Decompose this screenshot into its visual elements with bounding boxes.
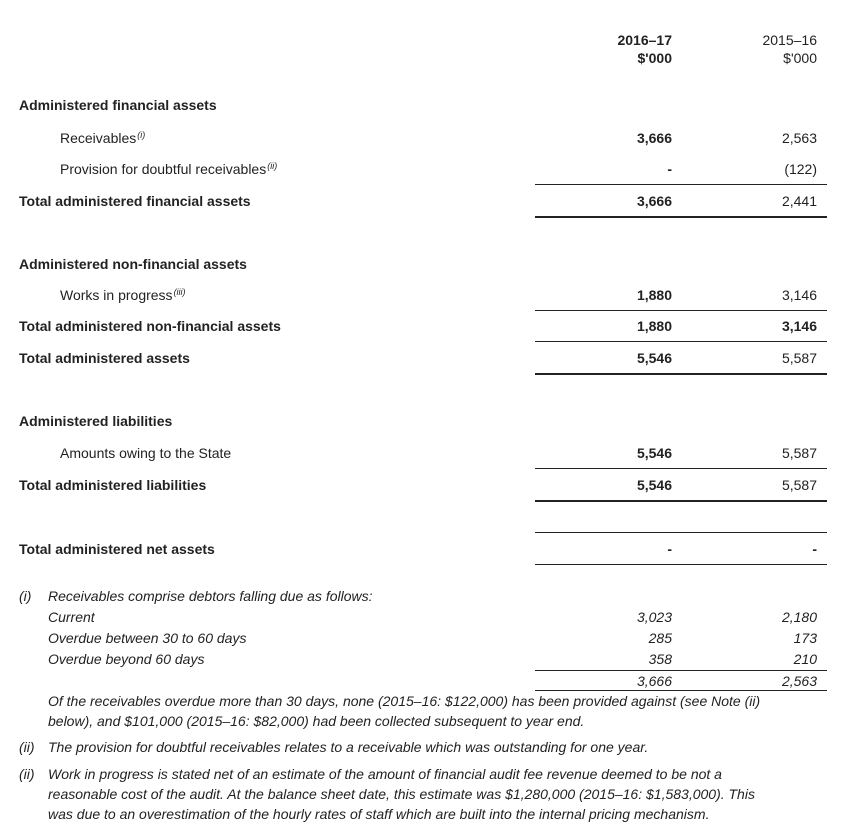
total-liabilities-value-2015: 5,587 xyxy=(781,477,817,493)
note-1-row-label: Overdue beyond 60 days xyxy=(48,651,205,667)
total-assets-value-2015: 5,587 xyxy=(781,350,817,366)
total-assets-label: Total administered assets xyxy=(19,350,190,366)
note-1-text-line: below), and $101,000 (2015–16: $82,000) had been collected subsequent to year end. xyxy=(48,713,585,729)
receivables-label: Receivables xyxy=(60,130,137,146)
divider xyxy=(535,373,827,375)
note-1-row-label: Current xyxy=(48,609,95,625)
receivables-value-2015: 2,563 xyxy=(781,130,817,146)
note-1-total-2015: 2,563 xyxy=(781,673,817,689)
total-fin-assets-label: Total administered financial assets xyxy=(19,193,251,209)
divider xyxy=(535,184,827,185)
fin-assets-heading: Administered financial assets xyxy=(19,97,217,113)
wip-value-2016: 1,880 xyxy=(636,287,672,303)
col1-unit-header: $'000 xyxy=(637,50,672,66)
col2-year-header: 2015–16 xyxy=(762,32,817,48)
divider xyxy=(535,216,827,218)
note-1-total-2016: 3,666 xyxy=(636,673,672,689)
receivables-row-label xyxy=(60,130,145,146)
net-assets-label: Total administered net assets xyxy=(19,541,215,557)
wip-footnote-ref: (iii) xyxy=(173,287,186,297)
divider xyxy=(535,564,827,565)
total-liabilities-value-2016: 5,546 xyxy=(636,477,672,493)
divider xyxy=(535,468,827,469)
total-nonfin-assets-label: Total administered non-financial assets xyxy=(19,318,281,334)
note-3-marker: (ii) xyxy=(19,766,35,782)
note-2-marker: (ii) xyxy=(19,739,35,755)
note-1-row-value-2016: 3,023 xyxy=(636,609,672,625)
divider xyxy=(535,341,827,342)
note-1-row-value-2016: 285 xyxy=(648,630,672,646)
col1-year-header: 2016–17 xyxy=(617,32,672,48)
divider xyxy=(535,532,827,533)
total-fin-assets-value-2015: 2,441 xyxy=(781,193,817,209)
provision-value-2016: - xyxy=(667,161,672,177)
provision-row-label xyxy=(60,161,277,177)
note-1-marker: (i) xyxy=(19,588,32,604)
provision-footnote-ref: (ii) xyxy=(267,161,278,171)
owing-to-state-value-2016: 5,546 xyxy=(636,445,672,461)
total-liabilities-label: Total administered liabilities xyxy=(19,477,207,493)
provision-value-2015: (122) xyxy=(784,161,817,177)
divider xyxy=(535,500,827,502)
nonfin-assets-heading: Administered non-financial assets xyxy=(19,256,247,272)
note-1-row-label: Overdue between 30 to 60 days xyxy=(48,630,247,646)
note-2-text: The provision for doubtful receivables relates to a receivable which was outstanding for one year. xyxy=(48,739,649,755)
total-fin-assets-value-2016: 3,666 xyxy=(636,193,672,209)
liabilities-heading: Administered liabilities xyxy=(19,413,173,429)
wip-row-label xyxy=(60,287,186,303)
divider xyxy=(535,310,827,311)
receivables-value-2016: 3,666 xyxy=(636,130,672,146)
note-3-text-line: Work in progress is stated net of an estimate of the amount of financial audit fee revenue deemed to be not a xyxy=(48,766,722,782)
wip-value-2015: 3,146 xyxy=(781,287,817,303)
total-nonfin-assets-value-2016: 1,880 xyxy=(636,318,672,334)
provision-label: Provision for doubtful receivables xyxy=(60,161,267,177)
wip-label: Works in progress xyxy=(60,287,173,303)
note-1-row-value-2015: 173 xyxy=(793,630,817,646)
note-3-text-line: was due to an overestimation of the hourly rates of staff which are built into the internal pricing mechanism. xyxy=(48,806,710,822)
owing-to-state-label: Amounts owing to the State xyxy=(60,445,232,461)
note-1-text-line: Of the receivables overdue more than 30 days, none (2015–16: $122,000) has been provided against (see Note (ii) xyxy=(48,693,761,709)
receivables-footnote-ref: (i) xyxy=(137,130,146,140)
note-1-intro: Receivables comprise debtors falling due as follows: xyxy=(48,588,373,604)
owing-to-state-value-2015: 5,587 xyxy=(781,445,817,461)
col2-unit-header: $'000 xyxy=(783,50,817,66)
net-assets-value-2016: - xyxy=(667,541,672,557)
note-1-row-value-2015: 210 xyxy=(793,651,817,667)
note-1-row-value-2015: 2,180 xyxy=(781,609,817,625)
total-assets-value-2016: 5,546 xyxy=(636,350,672,366)
note-3-text-line: reasonable cost of the audit. At the balance sheet date, this estimate was $1,280,000 (2015–16: $1,583,000). This xyxy=(48,786,755,802)
note-1-row-value-2016: 358 xyxy=(648,651,672,667)
total-nonfin-assets-value-2015: 3,146 xyxy=(781,318,817,334)
net-assets-value-2015: - xyxy=(812,541,817,557)
